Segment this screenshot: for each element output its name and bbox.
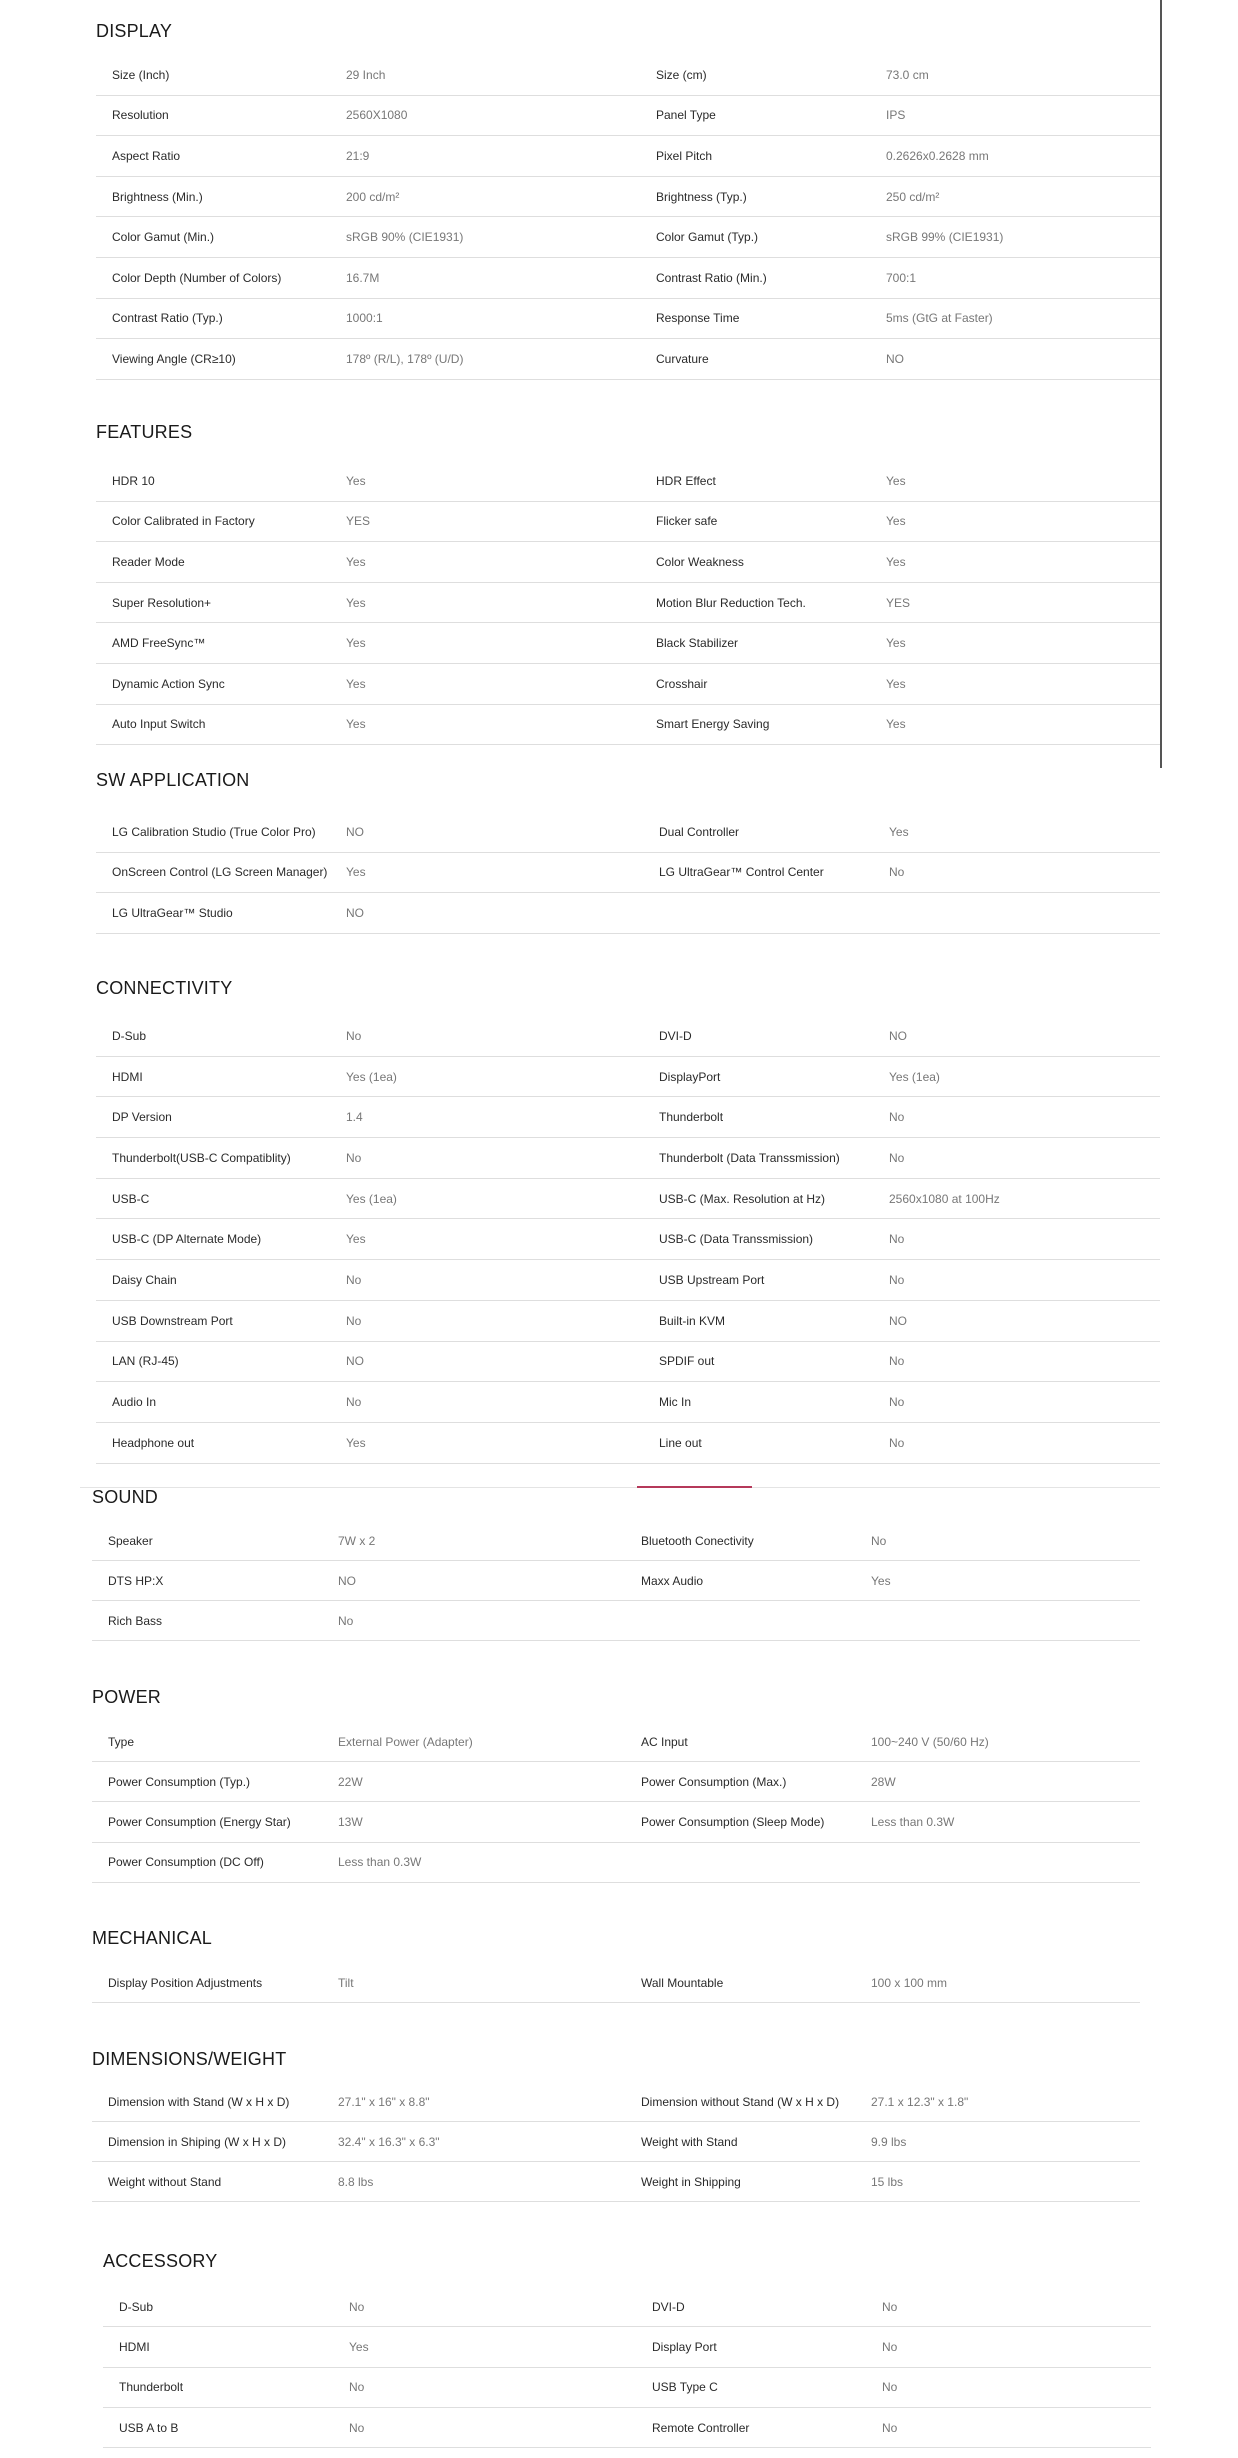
spec-label: USB Type C [652,2380,718,2395]
spec-row [96,55,1160,96]
spec-label: Resolution [112,108,169,123]
spec-value: Yes [346,717,366,732]
spec-value: Yes [886,717,906,732]
spec-label: LAN (RJ-45) [112,1354,179,1369]
spec-row [96,461,1160,502]
spec-value: sRGB 90% (CIE1931) [346,230,464,245]
spec-label: DVI-D [659,1028,692,1043]
spec-row [92,1561,1140,1601]
spec-label: Contrast Ratio (Min.) [656,270,767,285]
spec-label: USB Upstream Port [659,1272,765,1287]
spec-value: 7W x 2 [338,1533,376,1548]
spec-value: NO [346,824,364,839]
spec-value: Yes [886,473,906,488]
spec-table [103,2287,1151,2448]
spec-label: Audio In [112,1395,157,1410]
section-title: POWER [92,1687,162,1707]
spec-section-accessory [103,2250,1151,2435]
spec-value: No [346,1150,362,1165]
spec-value: 200 cd/m² [346,189,400,204]
spec-label: Thunderbolt [659,1110,724,1125]
spec-row [96,299,1160,340]
spec-value: NO [886,351,904,366]
spec-row [92,1802,1140,1842]
spec-label: Line out [659,1435,702,1450]
spec-value: External Power (Adapter) [338,1734,473,1749]
spec-value: YES [346,514,371,529]
spec-label: Power Consumption (Max.) [641,1774,787,1789]
section-title: MECHANICAL [92,1928,213,1948]
spec-table [92,2082,1140,2202]
spec-label: Dimension in Shiping (W x H x D) [108,2134,287,2149]
spec-row [96,1179,1160,1220]
spec-row [96,1260,1160,1301]
spec-table [96,461,1160,745]
spec-row [96,1097,1160,1138]
spec-label: DTS HP:X [108,1573,164,1588]
spec-section-sw-application [96,769,1160,920]
spec-value: Yes [886,676,906,691]
spec-value: 2560X1080 [346,108,408,123]
spec-value: 8.8 lbs [338,2174,374,2189]
spec-value: Yes [349,2339,369,2354]
spec-row [96,583,1160,624]
spec-row [92,2122,1140,2162]
spec-row [96,502,1160,543]
spec-value: Yes [346,595,366,610]
spec-value: 73.0 cm [886,67,929,82]
spec-value: 29 Inch [346,67,386,82]
spec-value: Yes [889,824,909,839]
spec-label: Black Stabilizer [656,636,739,651]
spec-row [92,2162,1140,2202]
spec-value: Yes (1ea) [346,1069,397,1084]
spec-row [103,2287,1151,2327]
spec-value: IPS [886,108,906,123]
spec-value: No [346,1028,362,1043]
spec-value: No [889,1232,905,1247]
spec-value: Yes [871,1573,891,1588]
spec-label: Weight in Shipping [641,2174,741,2189]
spec-value: NO [338,1573,356,1588]
spec-label: Thunderbolt(USB-C Compatiblity) [112,1150,291,1165]
spec-value: No [889,1150,905,1165]
spec-row [96,258,1160,299]
spec-label: Bluetooth Conectivity [641,1533,754,1548]
spec-value: YES [886,595,911,610]
spec-label: Type [108,1734,135,1749]
spec-label: Color Gamut (Typ.) [656,230,759,245]
spec-row [103,2327,1151,2367]
spec-row [92,1601,1140,1641]
spec-section-connectivity [96,977,1160,1450]
spec-label: Viewing Angle (CR≥10) [112,351,236,366]
spec-label: Power Consumption (Energy Star) [108,1814,291,1829]
spec-label: USB-C (Max. Resolution at Hz) [659,1191,826,1206]
spec-label: Brightness (Min.) [112,189,203,204]
spec-label: DP Version [112,1110,172,1125]
spec-label: Contrast Ratio (Typ.) [112,311,223,326]
spec-label: Speaker [108,1533,153,1548]
spec-label: USB-C (Data Transsmission) [659,1232,814,1247]
spec-label: USB-C (DP Alternate Mode) [112,1232,262,1247]
spec-label: Crosshair [656,676,708,691]
spec-value: No [889,1110,905,1125]
spec-label: Brightness (Typ.) [656,189,747,204]
spec-label: Power Consumption (DC Off) [108,1855,264,1870]
spec-label: Curvature [656,351,709,366]
spec-label: Weight with Stand [641,2134,738,2149]
spec-row [92,1963,1140,2003]
section-title: ACCESSORY [103,2251,218,2271]
spec-table [92,1521,1140,1641]
spec-label: SPDIF out [659,1354,715,1369]
spec-label: D-Sub [119,2299,154,2314]
spec-value: 21:9 [346,148,370,163]
spec-row [96,1382,1160,1423]
spec-value: NO [346,1354,364,1369]
spec-value: 32.4" x 16.3" x 6.3" [338,2134,440,2149]
spec-label: Motion Blur Reduction Tech. [656,595,806,610]
spec-value: No [889,1395,905,1410]
spec-row [103,2408,1151,2448]
spec-table [96,812,1160,934]
spec-value: 250 cd/m² [886,189,940,204]
spec-section-features [96,421,1160,732]
section-title: CONNECTIVITY [96,978,233,998]
spec-label: Reader Mode [112,554,185,569]
spec-label: Daisy Chain [112,1272,177,1287]
spec-value: Yes [346,676,366,691]
spec-row [92,1762,1140,1802]
spec-value: Yes [346,865,366,880]
spec-label: LG Calibration Studio (True Color Pro) [112,824,316,839]
spec-label: Wall Mountable [641,1975,724,1990]
spec-row [96,1301,1160,1342]
spec-label: USB Downstream Port [112,1313,233,1328]
spec-label: Aspect Ratio [112,148,181,163]
spec-value: No [882,2420,898,2435]
spec-value: Yes [346,1435,366,1450]
spec-value: Yes [346,636,366,651]
spec-row [96,96,1160,137]
spec-label: LG UltraGear™ Control Center [659,865,824,880]
spec-row [92,2082,1140,2122]
spec-row [96,664,1160,705]
spec-label: Rich Bass [108,1613,163,1628]
spec-value: Yes (1ea) [346,1191,397,1206]
spec-label: AMD FreeSync™ [112,636,206,651]
spec-value: 100 x 100 mm [871,1975,948,1990]
spec-row [96,705,1160,746]
spec-row [96,217,1160,258]
section-title: FEATURES [96,422,193,442]
spec-table [92,1963,1140,2003]
spec-section-mechanical [92,1927,1140,1990]
spec-label: AC Input [641,1734,688,1749]
spec-label: HDR Effect [656,473,716,488]
spec-value: 700:1 [886,270,917,285]
section-title: DISPLAY [96,21,173,41]
spec-row [96,339,1160,380]
spec-label: Smart Energy Saving [656,717,770,732]
spec-section-display [96,20,1160,366]
spec-table [96,1016,1160,1464]
spec-value: No [349,2420,365,2435]
spec-value: No [346,1395,362,1410]
spec-value: 2560x1080 at 100Hz [889,1191,1000,1206]
spec-label: Dimension without Stand (W x H x D) [641,2094,840,2109]
spec-label: Super Resolution+ [112,595,212,610]
spec-label: USB A to B [119,2420,179,2435]
spec-label: Thunderbolt (Data Transsmission) [659,1150,840,1165]
spec-label: Dimension with Stand (W x H x D) [108,2094,290,2109]
section-title: SW APPLICATION [96,770,250,790]
spec-label: HDMI [112,1069,143,1084]
spec-label: Color Gamut (Min.) [112,230,215,245]
spec-label: HDMI [119,2339,150,2354]
spec-value: 5ms (GtG at Faster) [886,311,993,326]
spec-label: Color Weakness [656,554,744,569]
spec-value: 28W [871,1774,896,1789]
spec-value: No [882,2299,898,2314]
spec-table [92,1722,1140,1883]
spec-row [96,1423,1160,1464]
spec-value: Yes [886,636,906,651]
spec-value: NO [889,1313,907,1328]
spec-value: NO [346,905,364,920]
spec-label: Response Time [656,311,740,326]
spec-label: Power Consumption (Typ.) [108,1774,251,1789]
spec-row [96,542,1160,583]
spec-row [96,812,1160,853]
spec-value: 9.9 lbs [871,2134,907,2149]
spec-row [96,177,1160,218]
spec-label: Panel Type [656,108,716,123]
spec-value: No [889,1354,905,1369]
spec-value: Yes [886,554,906,569]
spec-value: 1.4 [346,1110,363,1125]
spec-label: OnScreen Control (LG Screen Manager) [112,865,328,880]
spec-section-sound [92,1486,1140,1628]
spec-value: 1000:1 [346,311,383,326]
spec-value: No [346,1313,362,1328]
spec-value: 15 lbs [871,2174,904,2189]
spec-label: D-Sub [112,1028,147,1043]
spec-label: Dual Controller [659,824,740,839]
spec-label: Headphone out [112,1435,195,1450]
spec-label: Power Consumption (Sleep Mode) [641,1814,825,1829]
spec-label: Auto Input Switch [112,717,206,732]
spec-value: No [882,2380,898,2395]
spec-row [96,1016,1160,1057]
spec-row [96,1057,1160,1098]
spec-row [96,1342,1160,1383]
spec-value: 27.1" x 16" x 8.8" [338,2094,430,2109]
spec-value: 22W [338,1774,363,1789]
spec-label: HDR 10 [112,473,155,488]
spec-row [92,1722,1140,1762]
spec-value: Yes (1ea) [889,1069,940,1084]
spec-label: Flicker safe [656,514,718,529]
spec-section-dimensions-weight [92,2048,1140,2189]
spec-label: Display Position Adjustments [108,1975,263,1990]
spec-value: Less than 0.3W [338,1855,422,1870]
spec-value: 0.2626x0.2628 mm [886,148,989,163]
spec-value: 100~240 V (50/60 Hz) [871,1734,989,1749]
spec-table [96,55,1160,380]
spec-value: No [871,1533,887,1548]
spec-value: No [889,865,905,880]
spec-value: 27.1 x 12.3" x 1.8" [871,2094,969,2109]
spec-value: 13W [338,1814,363,1829]
spec-label: USB-C [112,1191,150,1206]
spec-row [103,2368,1151,2408]
spec-row [96,136,1160,177]
spec-label: Color Depth (Number of Colors) [112,270,282,285]
spec-label: Mic In [659,1395,692,1410]
spec-value: 178º (R/L), 178º (U/D) [346,351,464,366]
spec-label: Pixel Pitch [656,148,713,163]
spec-row [92,1521,1140,1561]
spec-value: No [349,2299,365,2314]
spec-value: NO [889,1028,907,1043]
spec-row [96,853,1160,894]
spec-label: Size (Inch) [112,67,170,82]
spec-label: Weight without Stand [108,2174,222,2189]
section-title: SOUND [92,1487,159,1507]
spec-value: No [338,1613,354,1628]
spec-label: Display Port [652,2339,717,2354]
spec-value: No [889,1435,905,1450]
spec-label: DVI-D [652,2299,685,2314]
spec-value: Yes [346,473,366,488]
spec-value: Yes [346,554,366,569]
spec-label: Thunderbolt [119,2380,184,2395]
spec-row [96,623,1160,664]
spec-value: No [889,1272,905,1287]
spec-label: Built-in KVM [659,1313,726,1328]
spec-value: Yes [346,1232,366,1247]
spec-label: LG UltraGear™ Studio [112,905,233,920]
spec-label: Size (cm) [656,67,707,82]
spec-value: Less than 0.3W [871,1814,955,1829]
spec-row [92,1843,1140,1883]
spec-label: Dynamic Action Sync [112,676,225,691]
spec-row [96,1219,1160,1260]
spec-value: No [349,2380,365,2395]
spec-value: 16.7M [346,270,380,285]
spec-label: Remote Controller [652,2420,750,2435]
spec-value: sRGB 99% (CIE1931) [886,230,1004,245]
spec-section-power [92,1686,1140,1870]
page-scrollbar[interactable] [1160,0,1162,768]
spec-label: Maxx Audio [641,1573,704,1588]
spec-label: Color Calibrated in Factory [112,514,255,529]
spec-value: No [882,2339,898,2354]
section-title: DIMENSIONS/WEIGHT [92,2049,287,2069]
spec-label: DisplayPort [659,1069,721,1084]
spec-value: Tilt [338,1975,354,1990]
spec-row [96,893,1160,934]
spec-value: Yes [886,514,906,529]
spec-value: No [346,1272,362,1287]
spec-row [96,1138,1160,1179]
